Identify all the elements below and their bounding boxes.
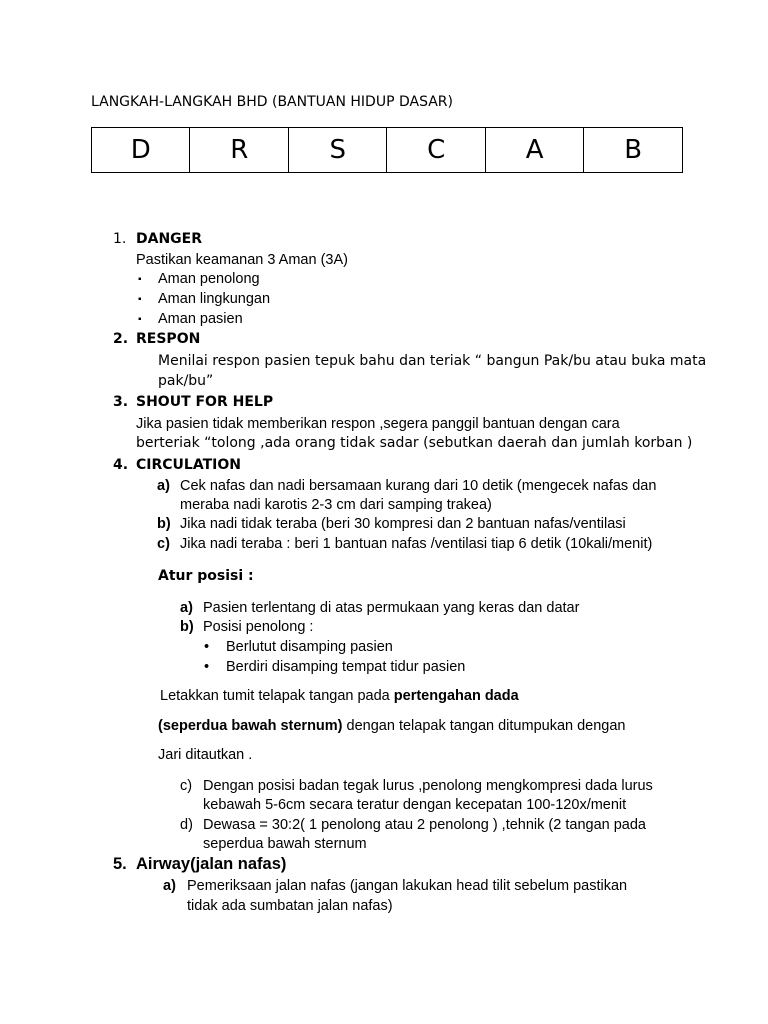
table-row [92, 128, 683, 173]
airway-item-a: Pemeriksaan jalan nafas (jangan lakukan head tilit sebelum pastikan [187, 878, 628, 894]
jari-text: Jari ditautkan . [158, 747, 253, 763]
posisi-item-d: Dewasa = 30:2( 1 penolong atau 2 penolong ) ,tehnik (2 tangan pada [203, 817, 646, 833]
letter-cell-s: S [288, 128, 386, 173]
square-bullet-icon: ▪ [138, 294, 142, 305]
item-label-a: a) [157, 478, 170, 494]
item-label-b: b) [180, 619, 194, 635]
circulation-item-a-cont: meraba nadi karotis 2-3 cm dari samping trakea) [180, 497, 492, 513]
item-label-c: c) [180, 778, 193, 794]
letakkan-text: Letakkan tumit telapak tangan pada [160, 688, 394, 704]
section-number: 4. [113, 457, 129, 473]
circulation-item-b: Jika nadi tidak teraba (beri 30 kompresi dan 2 bantuan nafas/ventilasi [180, 516, 626, 532]
posisi-item-a: Pasien terlentang di atas permukaan yang keras dan datar [203, 600, 580, 616]
list-item: Berdiri disamping tempat tidur pasien [226, 659, 466, 675]
list-item: Aman pasien [158, 311, 243, 327]
airway-item-a-cont: tidak ada sumbatan jalan nafas) [187, 898, 393, 914]
document-title: LANGKAH-LANGKAH BHD (BANTUAN HIDUP DASAR) [91, 94, 453, 110]
section-number: 2. [113, 331, 129, 347]
square-bullet-icon: ▪ [138, 314, 142, 325]
posisi-item-b: Posisi penolong : [203, 619, 314, 635]
sternum-bold: (seperdua bawah sternum) [158, 718, 343, 734]
dot-bullet-icon: • [204, 639, 210, 655]
section-number: 1. [113, 231, 127, 247]
shout-text-line: Jika pasien tidak memberikan respon ,segera panggil bantuan dengan cara [136, 416, 620, 432]
atur-posisi-heading: Atur posisi : [158, 568, 254, 584]
item-label-a: a) [163, 878, 176, 894]
section-heading-shout-for-help: SHOUT FOR HELP [136, 394, 274, 410]
letakkan-paragraph [160, 688, 519, 704]
letter-cell-d: D [92, 128, 190, 173]
posisi-item-c-cont: kebawah 5-6cm secara teratur dengan kecepatan 100-120x/menit [203, 797, 627, 813]
circulation-item-c: Jika nadi teraba : beri 1 bantuan nafas /ventilasi tiap 6 detik (10kali/menit) [180, 536, 653, 552]
letter-cell-c: C [387, 128, 485, 173]
list-item: Aman penolong [158, 271, 260, 287]
section-heading-circulation: CIRCULATION [136, 457, 241, 473]
letakkan-bold: pertengahan dada [393, 688, 519, 704]
posisi-item-c: Dengan posisi badan tegak lurus ,penolong mengkompresi dada lurus [203, 778, 653, 794]
sternum-text: dengan telapak tangan ditumpukan dengan [342, 718, 626, 734]
dot-bullet-icon: • [204, 659, 210, 675]
circulation-item-a: Cek nafas dan nadi bersamaan kurang dari 10 detik (mengecek nafas dan [180, 478, 657, 494]
letter-cell-r: R [190, 128, 288, 173]
section-number: 5. [113, 855, 127, 873]
respon-text-line: pak/bu” [158, 373, 214, 389]
drscab-table [91, 127, 683, 173]
shout-text-line: berteriak “tolong ,ada orang tidak sadar (sebutkan daerah dan jumlah korban ) [136, 435, 693, 451]
list-item: Berlutut disamping pasien [226, 639, 393, 655]
danger-intro: Pastikan keamanan 3 Aman (3A) [136, 252, 348, 268]
item-label-b: b) [157, 516, 171, 532]
square-bullet-icon: ▪ [138, 274, 142, 285]
respon-text-line: Menilai respon pasien tepuk bahu dan teriak “ bangun Pak/bu atau buka mata [158, 353, 707, 369]
letter-cell-a: A [485, 128, 583, 173]
section-number: 3. [113, 394, 129, 410]
item-label-d: d) [180, 817, 193, 833]
item-label-c: c) [157, 536, 170, 552]
posisi-item-d-cont: seperdua bawah sternum [203, 836, 367, 852]
section-heading-respon: RESPON [136, 331, 201, 347]
sternum-paragraph [158, 718, 626, 734]
letter-cell-b: B [584, 128, 683, 173]
section-heading-airway: Airway(jalan nafas) [136, 855, 287, 873]
item-label-a: a) [180, 600, 193, 616]
section-heading-danger: DANGER [136, 231, 203, 247]
list-item: Aman lingkungan [158, 291, 271, 307]
